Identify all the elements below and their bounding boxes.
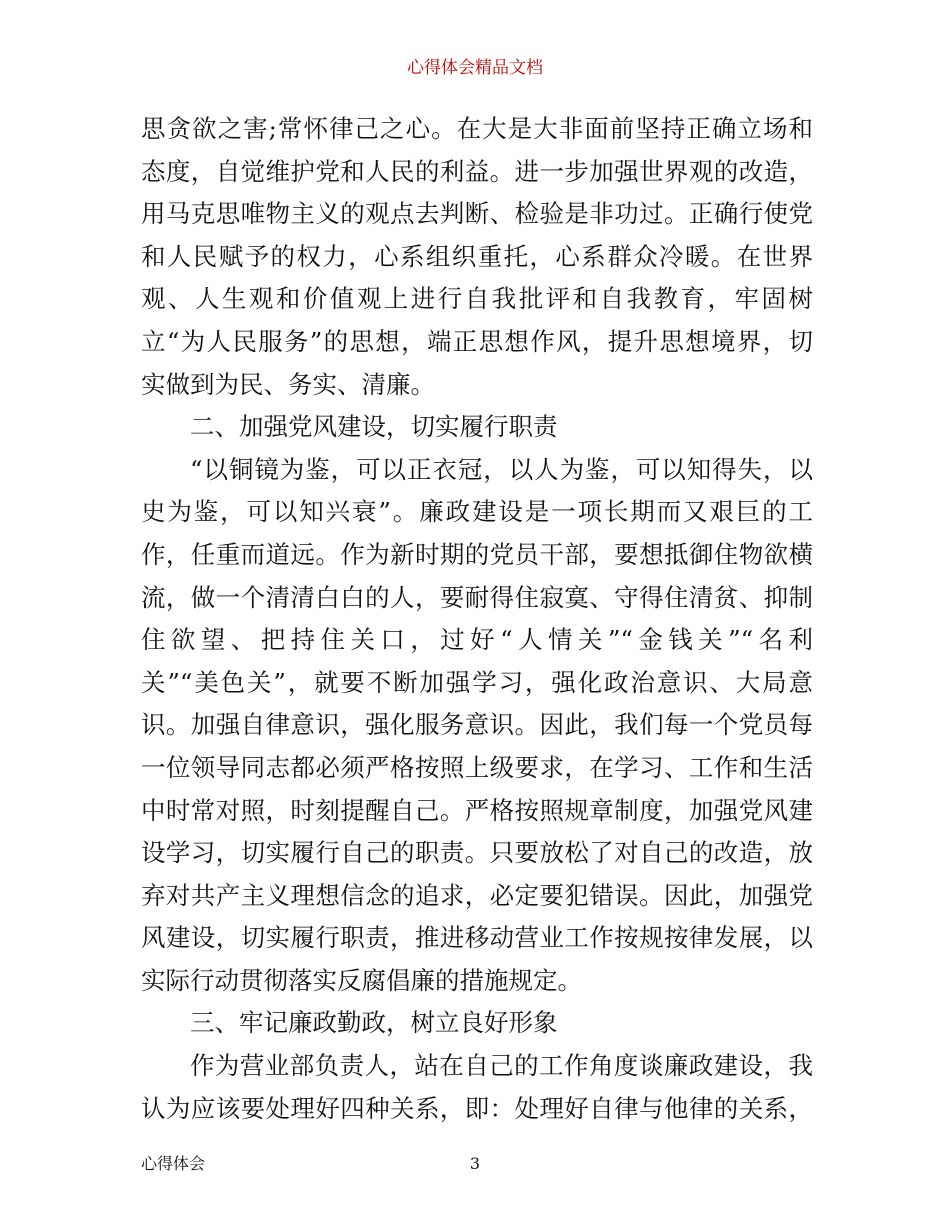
document-header-title: 心得体会精品文档 [407,58,543,78]
text-line: 观、人生观和价值观上进行自我批评和自我教育，牢固树 [141,284,813,314]
text-line: 和人民赋予的权力，心系组织重托，心系群众冷暖。在世界 [141,241,813,271]
text-line: “以铜镜为鉴，可以正衣冠，以人为鉴，可以知得失，以 [190,454,813,484]
text-line: 作为营业部负责人，站在自己的工作角度谈廉政建设，我 [190,1051,813,1081]
text-line: 实做到为民、务实、清廉。 [141,369,435,399]
text-line: 弃对共产主义理想信念的追求，必定要犯错误。因此，加强党 [141,880,813,910]
text-line: 关”“美色关”，就要不断加强学习，强化政治意识、大局意 [141,667,813,697]
text-line: 态度，自觉维护党和人民的利益。进一步加强世界观的改造， [141,156,813,186]
text-line: 流，做一个清清白白的人，要耐得住寂寞、守得住清贫、抑制 [141,582,813,612]
section-heading-2: 二、加强党风建设，切实履行职责 [190,412,558,442]
text-line: 一位领导同志都必须严格按照上级要求，在学习、工作和生活 [141,752,813,782]
text-line: 用马克思唯物主义的观点去判断、检验是非功过。正确行使党 [141,199,813,229]
text-line: 中时常对照，时刻提醒自己。严格按照规章制度，加强党风建 [141,795,813,825]
text-line: 风建设，切实履行职责，推进移动营业工作按规按律发展，以 [141,923,813,953]
text-line: 设学习，切实履行自己的职责。只要放松了对自己的改造，放 [141,838,813,868]
section-heading-3: 三、牢记廉政勤政，树立良好形象 [190,1008,558,1038]
text-line: 实际行动贯彻落实反腐倡廉的措施规定。 [141,965,582,995]
text-line: 住欲望、把持住关口，过好“人情关”“金钱关”“名利 [141,625,813,655]
text-line: 史为鉴，可以知兴衰”。廉政建设是一项长期而又艰巨的工 [141,497,813,527]
document-body [141,108,813,1130]
text-line: 思贪欲之害;常怀律己之心。在大是大非面前坚持正确立场和 [141,114,813,143]
text-line: 认为应该要处理好四种关系，即：处理好自律与他律的关系， [141,1093,813,1123]
text-line: 识。加强自律意识，强化服务意识。因此，我们每一个党员每 [141,710,813,740]
text-line: 作，任重而道远。作为新时期的党员干部，要想抵御住物欲横 [141,539,813,569]
footer-label: 心得体会 [141,1154,206,1173]
page-number: 3 [469,1154,481,1173]
text-line: 立“为人民服务”的思想，端正思想作风，提升思想境界，切 [141,326,813,356]
